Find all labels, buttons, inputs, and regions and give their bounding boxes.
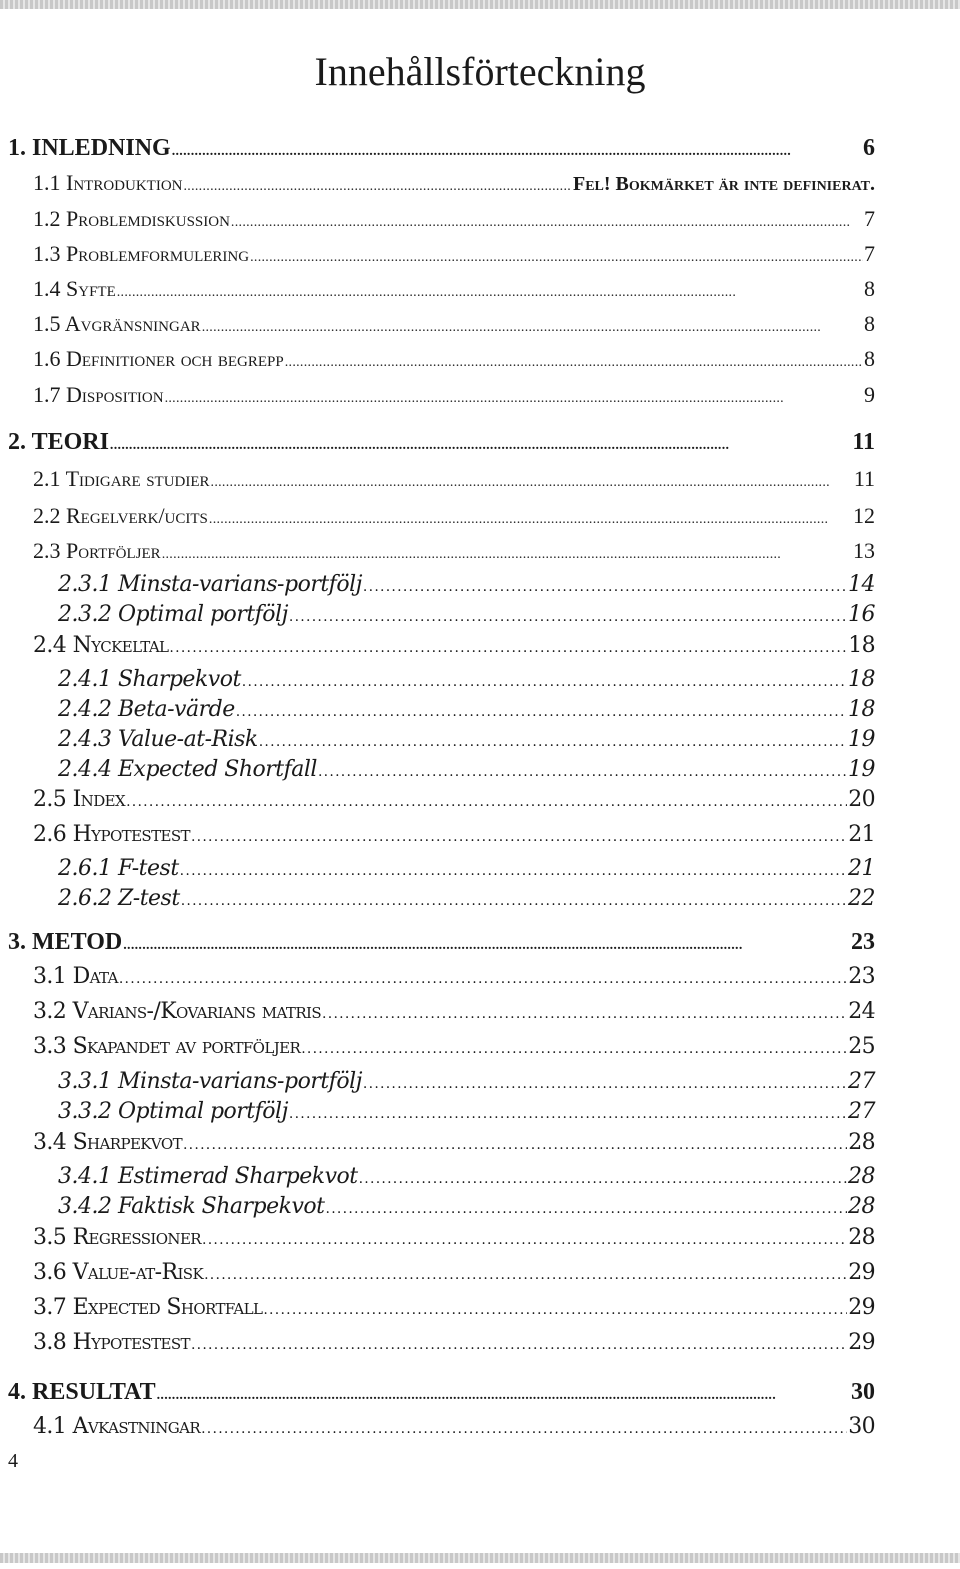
toc-entry-label: 3.6 Value-at-Risk (33, 1260, 204, 1285)
toc-leader-dots (172, 136, 862, 160)
toc-entry[interactable] (8, 136, 875, 160)
toc-entry-page: 21 (848, 822, 875, 847)
toc-entry-label: 2. TEORI (8, 429, 109, 455)
toc-entry[interactable] (33, 208, 875, 230)
toc-entry-page: 18 (848, 697, 875, 722)
toc-entry[interactable] (58, 699, 875, 721)
toc-entry[interactable] (33, 243, 875, 265)
toc-entry[interactable] (33, 348, 875, 370)
page-title: Innehållsförteckning (314, 49, 646, 94)
toc-entry-label: 1. INLEDNING (8, 135, 171, 161)
toc-entry-page: 18 (848, 667, 875, 692)
toc-entry-page: 29 (848, 1295, 875, 1320)
toc-entry-label: 3.7 Expected Shortfall (33, 1295, 263, 1320)
toc-leader-dots (181, 888, 847, 910)
toc-leader-dots (157, 1380, 850, 1404)
toc-leader-dots (363, 1071, 847, 1093)
toc-leader-dots (123, 930, 850, 954)
toc-leader-dots (326, 1196, 847, 1218)
toc-entry-label: 1.5 Avgränsningar (33, 311, 201, 336)
toc-leader-dots (301, 1036, 847, 1058)
toc-leader-dots (359, 1166, 847, 1188)
toc-leader-dots (165, 384, 863, 406)
toc-entry-page: 27 (848, 1069, 875, 1094)
toc-entry-page: 8 (864, 311, 875, 336)
toc-entry[interactable] (58, 1196, 875, 1218)
toc-leader-dots (363, 574, 847, 596)
toc-entry[interactable] (58, 669, 875, 691)
toc-entry-label: 2.4.3 Value-at-Risk (58, 727, 258, 752)
toc-entry[interactable] (58, 1101, 875, 1123)
toc-entry-page: 20 (848, 787, 875, 812)
toc-entry[interactable] (8, 430, 875, 454)
toc-entry[interactable] (58, 604, 875, 626)
page-number: 4 (8, 1450, 18, 1472)
toc-entry-label: 1.4 Syfte (33, 276, 116, 301)
toc-entry-page: 30 (851, 1379, 875, 1405)
toc-leader-dots (183, 1132, 847, 1154)
toc-entry-label: 1.3 Problemformulering (33, 241, 250, 266)
toc-entry-label: 3.3.1 Minsta-varians-portfölj (58, 1069, 362, 1094)
toc-entry-page: 27 (848, 1099, 875, 1124)
toc-entry-page: 28 (848, 1194, 875, 1219)
toc-entry-page: 9 (864, 382, 875, 407)
toc-entry-page: 19 (848, 757, 875, 782)
toc-entry[interactable] (58, 729, 875, 751)
toc-entry[interactable] (58, 888, 875, 910)
toc-leader-dots (285, 348, 863, 370)
toc-entry-label: 2.4.1 Sharpekvot (58, 667, 241, 692)
toc-leader-dots (289, 1101, 847, 1123)
toc-entry-page: 13 (853, 538, 875, 563)
toc-entry-label: 2.4.4 Expected Shortfall (58, 757, 317, 782)
toc-entry-page: 7 (864, 206, 875, 231)
toc-entry-page: 14 (848, 572, 875, 597)
toc-entry-label: 2.6 Hypotestest (33, 822, 190, 847)
toc-leader-dots (236, 699, 847, 721)
toc-entry-label: 2.6.2 Z-test (58, 886, 180, 911)
toc-entry-label: 3.5 Regressioner (33, 1225, 202, 1250)
toc-entry-page: 11 (853, 466, 875, 491)
toc-entry[interactable] (58, 1166, 875, 1188)
toc-entry-label: 3.1 Data (33, 964, 118, 989)
toc-leader-dots (169, 635, 847, 657)
toc-leader-dots (231, 208, 863, 230)
toc-entry-page: 28 (848, 1225, 875, 1250)
toc-entry[interactable] (33, 824, 875, 846)
toc-entry-page: 25 (848, 1034, 875, 1059)
toc-entry-label: 1.2 Problemdiskussion (33, 206, 230, 231)
toc-entry-page: 29 (848, 1260, 875, 1285)
toc-entry[interactable] (33, 505, 875, 527)
toc-entry-label: 2.4.2 Beta-värde (58, 697, 235, 722)
toc-entry[interactable] (33, 635, 875, 657)
toc-leader-dots (191, 1332, 847, 1354)
toc-leader-dots (242, 669, 847, 691)
toc-entry-page: 8 (864, 346, 875, 371)
toc-entry[interactable] (33, 1262, 875, 1284)
toc-entry[interactable] (33, 172, 875, 194)
toc-entry[interactable] (33, 789, 875, 811)
toc-leader-dots (250, 243, 863, 265)
toc-leader-dots (117, 278, 863, 300)
toc-entry-label: 3.4 Sharpekvot (33, 1130, 182, 1155)
toc-entry[interactable] (58, 858, 875, 880)
toc-entry[interactable] (33, 1416, 875, 1438)
toc-leader-dots (259, 729, 847, 751)
top-rule (0, 0, 960, 9)
toc-entry[interactable] (58, 1071, 875, 1093)
toc-leader-dots (322, 1001, 847, 1023)
toc-leader-dots (318, 759, 847, 781)
toc-entry-label: 3.3 Skapandet av portföljer (33, 1034, 301, 1059)
toc-leader-dots (201, 1416, 847, 1438)
toc-entry-label: 3.8 Hypotestest (33, 1330, 190, 1355)
toc-entry-page: 19 (848, 727, 875, 752)
toc-entry[interactable] (33, 540, 875, 562)
toc-entry[interactable] (33, 1227, 875, 1249)
toc-entry[interactable] (33, 468, 875, 490)
toc-entry-label: 2.2 Regelverk/ucits (33, 503, 208, 528)
toc-entry-label: 2.4 Nyckeltal (33, 633, 169, 658)
toc-leader-dots (191, 824, 847, 846)
toc-entry[interactable] (33, 966, 875, 988)
toc-entry[interactable] (8, 1380, 875, 1404)
toc-leader-dots (126, 789, 847, 811)
toc-leader-dots (162, 540, 852, 562)
toc-entry[interactable] (33, 1332, 875, 1354)
toc-entry-page: 11 (852, 429, 875, 455)
toc-entry-label: 2.5 Index (33, 787, 126, 812)
toc-entry-page: Fel! Bokmärket är inte definierat. (573, 173, 875, 195)
toc-entry[interactable] (33, 384, 875, 406)
toc-entry[interactable] (8, 930, 875, 954)
toc-entry[interactable] (33, 1132, 875, 1154)
toc-entry-page: 8 (864, 276, 875, 301)
toc-entry-label: 1.6 Definitioner och begrepp (33, 346, 284, 371)
toc-entry-page: 16 (848, 602, 875, 627)
toc-entry-page: 23 (851, 929, 875, 955)
toc-entry-page: 7 (864, 241, 875, 266)
toc-leader-dots (110, 430, 851, 454)
toc-entry-label: 2.3 Portföljer (33, 538, 161, 563)
toc-leader-dots (209, 505, 852, 527)
toc-entry[interactable] (58, 574, 875, 596)
toc-entry-page: 18 (848, 633, 875, 658)
toc-entry[interactable] (33, 1036, 875, 1058)
toc-leader-dots (119, 966, 847, 988)
toc-entry-label: 2.3.2 Optimal portfölj (58, 602, 288, 627)
toc-entry-page: 28 (848, 1130, 875, 1155)
toc-entry-page: 24 (848, 999, 875, 1024)
toc-entry[interactable] (58, 759, 875, 781)
toc-entry[interactable] (33, 278, 875, 300)
toc-entry-label: 3.3.2 Optimal portfölj (58, 1099, 288, 1124)
toc-entry[interactable] (33, 1001, 875, 1023)
toc-leader-dots (211, 468, 853, 490)
toc-leader-dots (289, 604, 847, 626)
toc-entry[interactable] (33, 313, 875, 335)
toc-entry-page: 21 (848, 856, 875, 881)
toc-entry-page: 29 (848, 1330, 875, 1355)
toc-entry-label: 2.3.1 Minsta-varians-portfölj (58, 572, 362, 597)
toc-entry-page: 12 (853, 503, 875, 528)
toc-entry-label: 1.1 Introduktion (33, 170, 183, 195)
toc-leader-dots (263, 1297, 847, 1319)
toc-entry-label: 3.2 Varians-/Kovarians matris (33, 999, 322, 1024)
toc-entry-label: 2.1 Tidigare studier (33, 466, 210, 491)
toc-leader-dots (202, 1227, 847, 1249)
toc-entry-label: 3.4.2 Faktisk Sharpekvot (58, 1194, 325, 1219)
toc-entry-page: 23 (848, 964, 875, 989)
toc-entry-label: 3.4.1 Estimerad Sharpekvot (58, 1164, 358, 1189)
toc-entry-label: 3. METOD (8, 929, 123, 955)
toc-entry-page: 30 (848, 1414, 875, 1439)
bottom-rule (0, 1553, 960, 1563)
toc-entry-label: 2.6.1 F-test (58, 856, 179, 881)
toc-entry-label: 1.7 Disposition (33, 382, 164, 407)
toc-leader-dots (180, 858, 847, 880)
toc-entry-page: 28 (848, 1164, 875, 1189)
toc-entry-label: 4. RESULTAT (8, 1379, 156, 1405)
toc-leader-dots (183, 172, 572, 194)
toc-leader-dots (204, 1262, 847, 1284)
toc-entry-label: 4.1 Avkastningar (33, 1414, 201, 1439)
toc-entry-page: 22 (848, 886, 875, 911)
toc-leader-dots (202, 313, 863, 335)
toc-entry[interactable] (33, 1297, 875, 1319)
toc-entry-page: 6 (863, 135, 875, 161)
